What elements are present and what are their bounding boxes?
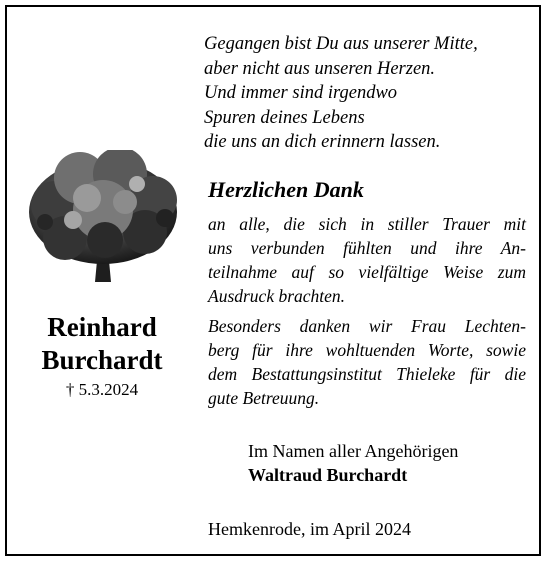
deceased-info — [17, 311, 187, 401]
thanks-paragraph-2 — [208, 314, 526, 410]
deceased-first-name: Reinhard — [47, 312, 157, 342]
poem-line: aber nicht aus unseren Herzen. — [204, 58, 436, 79]
thanks-heading: Herzlichen Dank — [208, 177, 364, 202]
text-line: dem Bestattungsinstitut Thieleke für die — [208, 364, 526, 384]
poem-line: Gegangen bist Du aus unserer Mitte, — [204, 34, 478, 54]
text-line: gute Betreuung. — [208, 388, 320, 408]
death-date: † 5.3.2024 — [65, 380, 139, 399]
poem — [204, 32, 534, 155]
obituary-frame — [5, 5, 541, 556]
tree-icon — [25, 150, 181, 285]
text-line: Ausdruck brachten. — [208, 286, 346, 306]
signature-name: Waltraud Burchardt — [248, 465, 408, 485]
poem-line: Und immer sind irgendwo — [204, 83, 398, 103]
deceased-last-name: Burchardt — [41, 345, 163, 375]
text-line: berg für ihre wohltuenden Worte, sowie — [208, 340, 526, 360]
poem-line: die uns an dich erinnern lassen. — [204, 132, 441, 152]
text-line: Besonders danken wir Frau Lechten- — [208, 316, 526, 336]
place-date: Hemkenrode, im April 2024 — [208, 519, 411, 539]
poem-line: Spuren deines Lebens — [204, 107, 365, 128]
text-line: teilnahme auf so vielfältige Weise zum — [208, 262, 526, 282]
signature-intro: Im Namen aller Angehörigen — [248, 441, 459, 461]
signature — [248, 439, 458, 487]
thanks-paragraph-1 — [208, 212, 526, 308]
text-line: an alle, die sich in stiller Trauer mit — [208, 214, 526, 234]
text-line: uns verbunden fühlten und ihre An- — [208, 238, 526, 258]
